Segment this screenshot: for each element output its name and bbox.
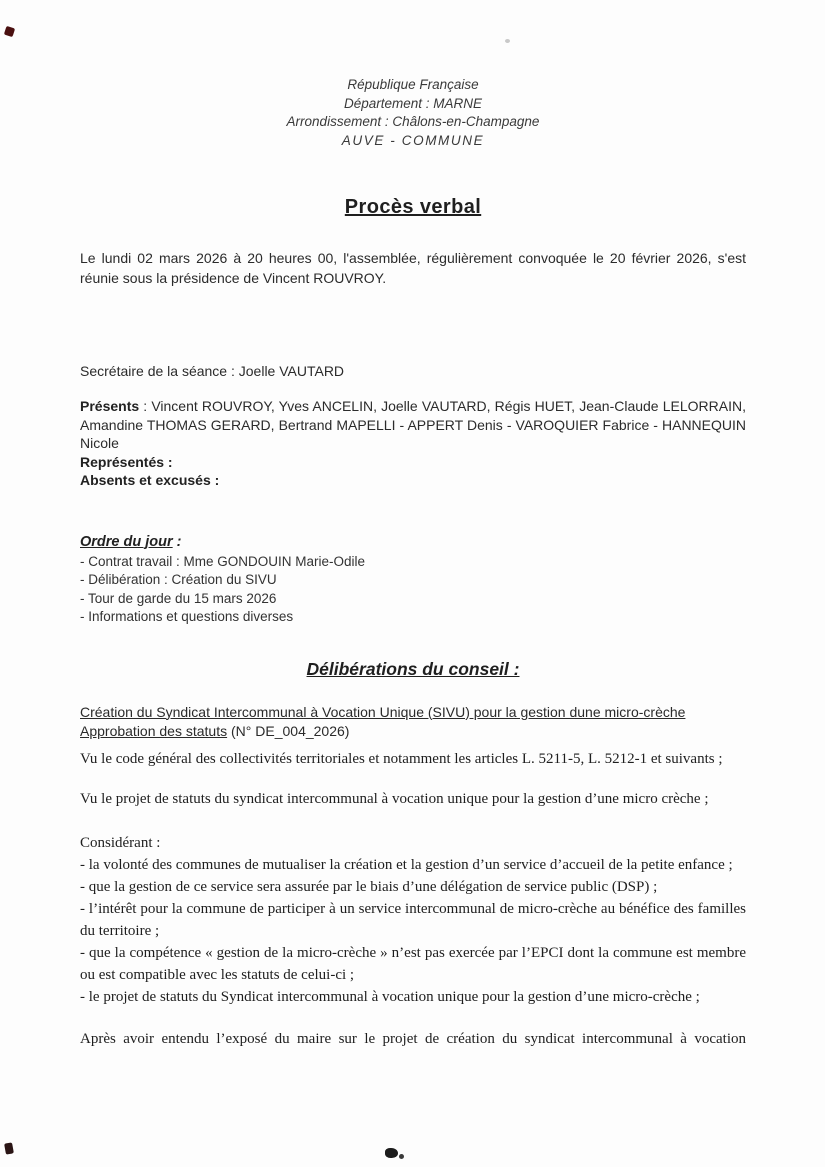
considerant-block xyxy=(80,832,746,1008)
vu-paragraph-1: Vu le code général des collectivités territoriales et notamment les articles L. 5211-5, L. 5212-1 et suivants ; xyxy=(80,750,723,767)
intro-paragraph: Le lundi 02 mars 2026 à 20 heures 00, l'assemblée, régulièrement convoquée le 20 février 2026, s'est réunie sous la présidence de Vincent ROUVROY. xyxy=(80,250,746,286)
agenda-title xyxy=(80,532,746,552)
scan-artifact-top-speck xyxy=(505,39,510,43)
agenda-title-text: Ordre du jour xyxy=(80,533,173,550)
agenda-list xyxy=(80,553,746,627)
secretary-line: Secrétaire de la séance : Joelle VAUTARD xyxy=(80,363,345,379)
agenda-item: - Délibération : Création du SIVU xyxy=(80,572,277,587)
deliberation-heading-line2: Approbation des statuts xyxy=(80,722,228,739)
republic-line: République Française xyxy=(347,77,479,92)
absents-line: Absents et excusés : xyxy=(80,472,220,488)
scan-artifact-bottom-center-2 xyxy=(399,1154,404,1159)
arrondissement-line: Arrondissement : Châlons-en-Champagne xyxy=(286,114,540,129)
agenda-item: - Informations et questions diverses xyxy=(80,609,294,624)
considerant-point: - la volonté des communes de mutualiser la création et la gestion d’un service d’accueil de la petite enfance ; xyxy=(80,856,733,873)
deliberations-title-text: Délibérations du conseil : xyxy=(306,658,520,679)
deliberations-title xyxy=(80,657,746,681)
considerant-label: Considérant : xyxy=(80,834,161,851)
department-line: Département : MARNE xyxy=(343,95,483,111)
deliberation-heading-line1: Création du Syndicat Intercommunal à Vocation Unique (SIVU) pour la gestion dune micro-crèche xyxy=(80,703,686,720)
scan-artifact-bottom-center xyxy=(385,1148,398,1158)
presents-names: : Vincent ROUVROY, Yves ANCELIN, Joelle VAUTARD, Régis HUET, Jean-Claude LELORRAIN, Amandine THOMAS GERARD, Bertrand MAPELLI - APPERT Denis - VAROQUIER Fabrice - HANNEQUIN Nicole xyxy=(80,398,746,451)
agenda-item: - Tour de garde du 15 mars 2026 xyxy=(80,590,277,606)
presents-label: Présents xyxy=(80,398,140,414)
deliberation-number: (N° DE_004_2026) xyxy=(227,722,350,739)
document-title-text: Procès verbal xyxy=(344,196,482,218)
agenda-item: - Contrat travail : Mme GONDOUIN Marie-Odile xyxy=(80,553,366,569)
considerant-point: - que la gestion de ce service sera assurée par le biais d’une délégation de service public (DSP) ; xyxy=(80,878,658,895)
commune-line: AUVE - COMMUNE xyxy=(341,132,485,148)
presents-paragraph xyxy=(80,397,746,453)
considerant-point: - le projet de statuts du Syndicat intercommunal à vocation unique pour la gestion d’une micro-crèche ; xyxy=(80,988,700,1005)
agenda-title-colon: : xyxy=(172,533,182,550)
document-title xyxy=(80,194,746,220)
considerant-point: - l’intérêt pour la commune de participer à un service intercommunal de micro-crèche au bénéfice des familles du territoire ; xyxy=(80,900,746,939)
vu-paragraph-2: Vu le projet de statuts du syndicat intercommunal à vocation unique pour la gestion d’une micro crèche ; xyxy=(80,790,709,807)
closing-paragraph: Après avoir entendu l’exposé du maire sur le projet de création du syndicat intercommunal à vocation xyxy=(80,1030,746,1047)
scan-artifact-bottom-left xyxy=(4,1142,14,1154)
considerant-point: - que la compétence « gestion de la micro-crèche » n’est pas exercée par l’EPCI dont la commune est membre ou est compatible avec les statuts de celui-ci ; xyxy=(80,944,746,983)
represented-line: Représentés : xyxy=(80,453,173,470)
deliberation-heading xyxy=(80,703,746,741)
document-header xyxy=(80,76,746,150)
deliberation-heading-line2-wrap xyxy=(80,723,349,739)
